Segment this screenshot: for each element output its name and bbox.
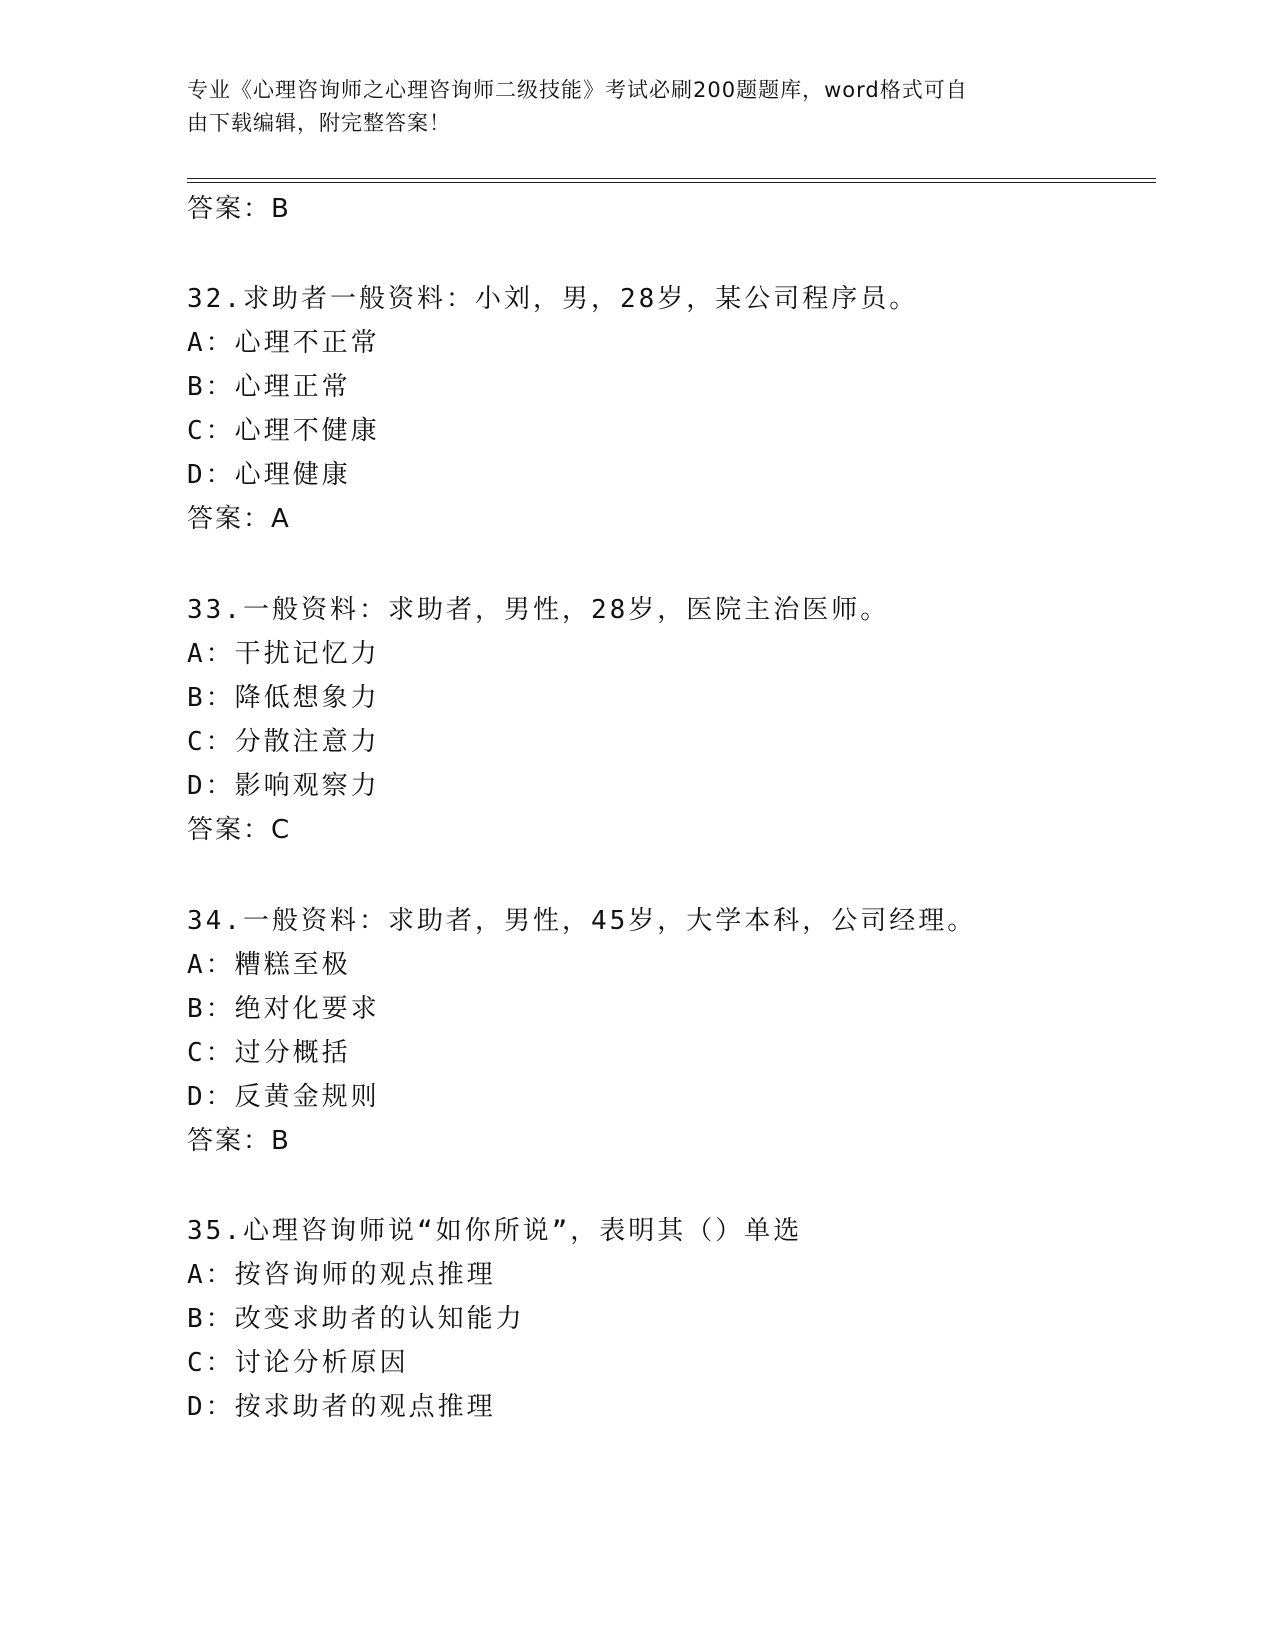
question-stem: 32.求助者一般资料：小刘，男，28岁，某公司程序员。	[187, 284, 919, 314]
option-a: A：按咨询师的观点推理	[187, 1260, 496, 1290]
option-b: B：改变求助者的认知能力	[187, 1304, 525, 1334]
option-c: C：分散注意力	[187, 727, 380, 757]
option-c: C：过分概括	[187, 1038, 351, 1068]
header-rule-bottom	[187, 182, 1156, 183]
option-a: A：心理不正常	[187, 328, 380, 358]
option-a: A：干扰记忆力	[187, 639, 380, 669]
question-stem: 34.一般资料：求助者，男性，45岁，大学本科，公司经理。	[187, 906, 977, 936]
question-stem: 35.心理咨询师说“如你所说”，表明其（）单选	[187, 1216, 803, 1246]
answer: 答案：A	[187, 504, 291, 534]
option-c: C：心理不健康	[187, 416, 380, 446]
option-b: B：绝对化要求	[187, 994, 380, 1024]
option-d: D：按求助者的观点推理	[187, 1392, 496, 1422]
option-d: D：反黄金规则	[187, 1082, 380, 1112]
question-stem: 33.一般资料：求助者，男性，28岁，医院主治医师。	[187, 595, 890, 625]
option-b: B：心理正常	[187, 372, 351, 402]
header-line-2: 由下载编辑，附完整答案！	[187, 111, 451, 135]
answer: 答案：C	[187, 815, 292, 845]
answer: 答案：B	[187, 1126, 291, 1156]
previous-answer: 答案：B	[187, 194, 291, 224]
header-note	[187, 74, 1087, 140]
option-a: A：糟糕至极	[187, 950, 351, 980]
option-d: D：心理健康	[187, 460, 351, 490]
option-c: C：讨论分析原因	[187, 1348, 409, 1378]
option-d: D：影响观察力	[187, 771, 380, 801]
option-b: B：降低想象力	[187, 683, 380, 713]
header-rule-top	[187, 178, 1156, 179]
header-line-1: 专业《心理咨询师之心理咨询师二级技能》考试必刷200题题库，word格式可自	[187, 78, 968, 102]
